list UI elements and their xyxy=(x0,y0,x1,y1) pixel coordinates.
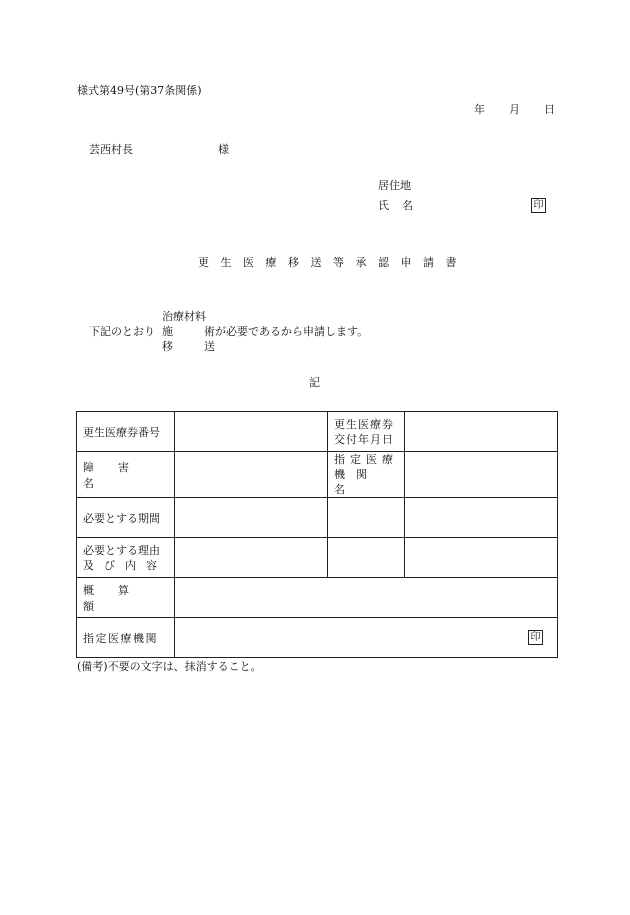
row1-value[interactable] xyxy=(175,412,328,452)
form-number: 様式第49号(第37条関係) xyxy=(77,84,202,97)
addressee-honorific: 様 xyxy=(218,143,229,156)
date-day-label: 日 xyxy=(544,103,555,116)
date-year-label: 年 xyxy=(474,103,485,116)
row4-mid[interactable] xyxy=(328,538,405,578)
document-title-text: 更生医療移送等承認申請書 xyxy=(198,256,468,269)
row2-right-label-2: 機関名 xyxy=(334,468,378,496)
row3-mid[interactable] xyxy=(328,498,405,538)
row2-label xyxy=(77,452,175,498)
row2-value[interactable] xyxy=(175,452,328,498)
row1-right-label-2: 交付年月日 xyxy=(334,432,394,446)
row6-seal: 印 xyxy=(528,630,543,645)
application-table xyxy=(76,411,558,658)
option-surgery-2: 術 xyxy=(204,325,215,338)
row4-right[interactable] xyxy=(405,538,558,578)
row4-label-2: 及び内容 xyxy=(83,558,167,572)
row1-right-value[interactable] xyxy=(405,412,558,452)
addressee-name: 芸西村長 xyxy=(89,143,133,156)
option-treatment-materials: 治療材料 xyxy=(162,310,206,323)
table-row xyxy=(77,412,558,452)
row3-value[interactable] xyxy=(175,498,328,538)
remarks-note: (備考)不要の文字は、抹消すること。 xyxy=(77,660,262,673)
row5-label-text: 概算額 xyxy=(83,583,153,613)
table-row xyxy=(77,538,558,578)
row4-value[interactable] xyxy=(175,538,328,578)
document-title xyxy=(198,256,468,270)
table-row xyxy=(77,618,558,658)
option-transport-2: 送 xyxy=(204,340,215,353)
row5-value[interactable] xyxy=(175,578,558,618)
row2-label-text: 障害名 xyxy=(83,460,153,490)
row6-value[interactable] xyxy=(175,618,558,658)
applicant-address-label: 居住地 xyxy=(378,179,411,192)
applicant-name-label-1: 氏 xyxy=(378,199,389,212)
table-row xyxy=(77,452,558,498)
row2-right-label xyxy=(328,452,405,498)
row1-right-label xyxy=(328,412,405,452)
date-month-label: 月 xyxy=(509,103,520,116)
row4-label-1: 必要とする理由 xyxy=(83,543,160,557)
row6-label: 指定医療機関 xyxy=(77,618,175,658)
row1-right-label-1: 更生医療券 xyxy=(334,417,394,431)
row3-right[interactable] xyxy=(405,498,558,538)
body-suffix: が必要であるから申請します。 xyxy=(215,325,369,338)
row2-right-value[interactable] xyxy=(405,452,558,498)
row4-label xyxy=(77,538,175,578)
ki-heading: 記 xyxy=(309,376,320,389)
option-surgery-1: 施 xyxy=(162,325,173,338)
row5-label xyxy=(77,578,175,618)
table-row xyxy=(77,498,558,538)
body-prefix: 下記のとおり xyxy=(89,325,155,338)
row3-label: 必要とする期間 xyxy=(77,498,175,538)
row1-label: 更生医療券番号 xyxy=(77,412,175,452)
applicant-seal: 印 xyxy=(531,198,546,213)
row2-right-label-1: 指定医療 xyxy=(334,453,398,466)
option-transport-1: 移 xyxy=(162,340,173,353)
applicant-name-label-2: 名 xyxy=(402,199,413,212)
table-row xyxy=(77,578,558,618)
